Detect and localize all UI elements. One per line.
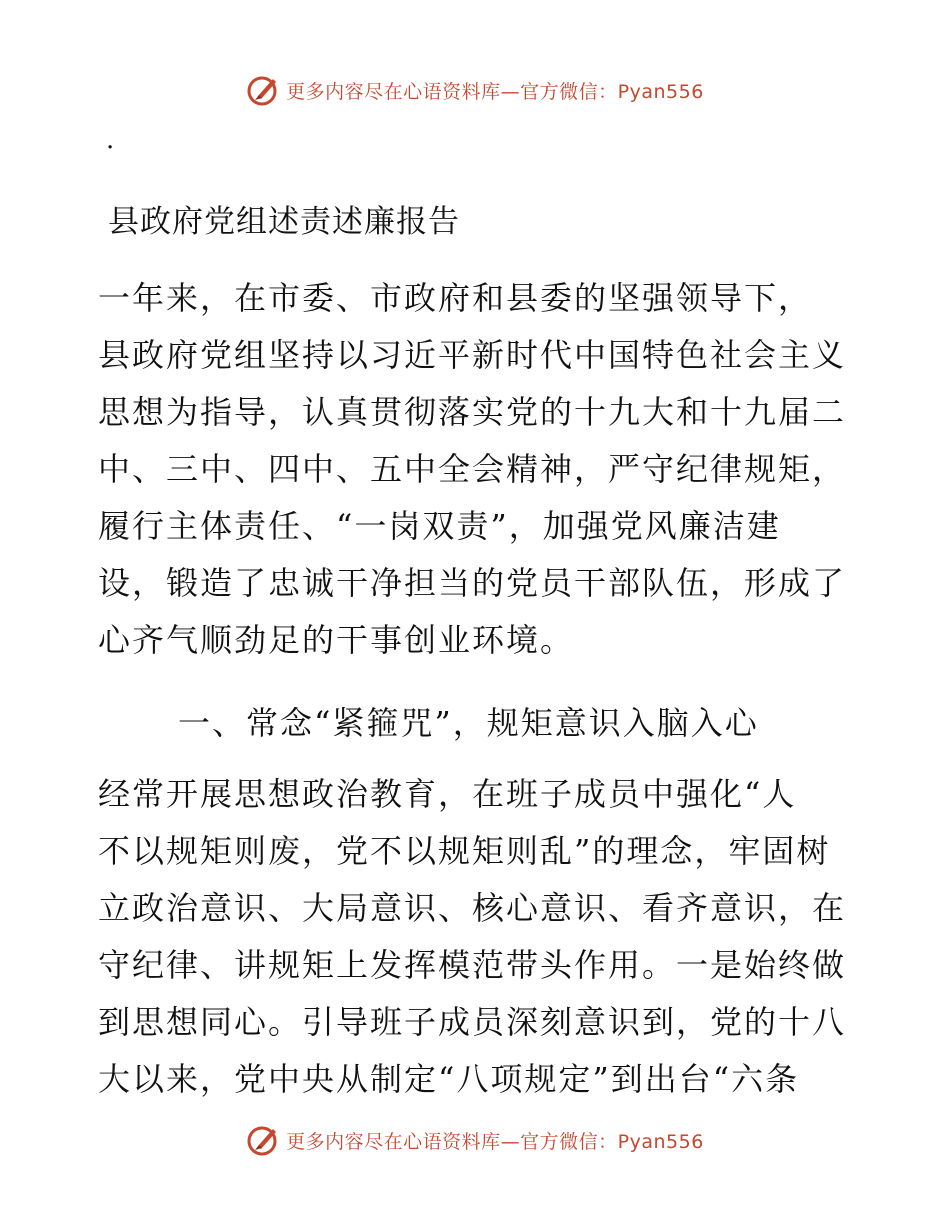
paragraph-line: 中、三中、四中、五中全会精神，严守纪律规矩， bbox=[98, 450, 847, 488]
paragraph-line: 履行主体责任、“一岗双责”，加强党风廉洁建 bbox=[98, 507, 781, 545]
paragraph-line: 立政治意识、大局意识、核心意识、看齐意识，在 bbox=[98, 889, 847, 927]
paragraph-line: 心齐气顺劲足的干事创业环境。 bbox=[98, 621, 575, 659]
paragraph-line: 思想为指导，认真贯彻落实党的十九大和十九届二 bbox=[98, 393, 847, 431]
document-title: 县政府党组述责述廉报告 bbox=[108, 204, 460, 240]
paragraph-line: 一年来，在市委、市政府和县委的坚强领导下， bbox=[98, 279, 813, 317]
paragraph-intro bbox=[98, 270, 854, 669]
header-watermark bbox=[0, 70, 950, 110]
watermark-text: 更多内容尽在心语资料库—官方微信：Pyan556 bbox=[286, 1130, 704, 1153]
paragraph-line: 县政府党组坚持以习近平新时代中国特色社会主义 bbox=[98, 336, 847, 374]
feather-pen-logo-icon bbox=[246, 1123, 280, 1157]
watermark-text: 更多内容尽在心语资料库—官方微信：Pyan556 bbox=[286, 80, 704, 103]
paragraph-line: 不以规矩则废，党不以规矩则乱”的理念，牢固树 bbox=[98, 832, 831, 870]
paragraph-line: 大以来，党中央从制定“八项规定”到出台“六条 bbox=[98, 1060, 800, 1098]
paragraph-line: 设，锻造了忠诚干净担当的党员干部队伍，形成了 bbox=[98, 564, 847, 602]
bullet-dot: · bbox=[106, 133, 115, 163]
section-heading: 一、常念“紧箍咒”，规矩意识入脑入心 bbox=[178, 704, 759, 742]
paragraph-line: 经常开展思想政治教育，在班子成员中强化“人 bbox=[98, 775, 797, 813]
footer-watermark bbox=[0, 1120, 950, 1160]
paragraph-line: 到思想同心。引导班子成员深刻意识到，党的十八 bbox=[98, 1003, 847, 1041]
paragraph-line: 守纪律、讲规矩上发挥模范带头作用。一是始终做 bbox=[98, 946, 847, 984]
feather-pen-logo-icon bbox=[246, 73, 280, 107]
paragraph-section1 bbox=[98, 766, 854, 1108]
